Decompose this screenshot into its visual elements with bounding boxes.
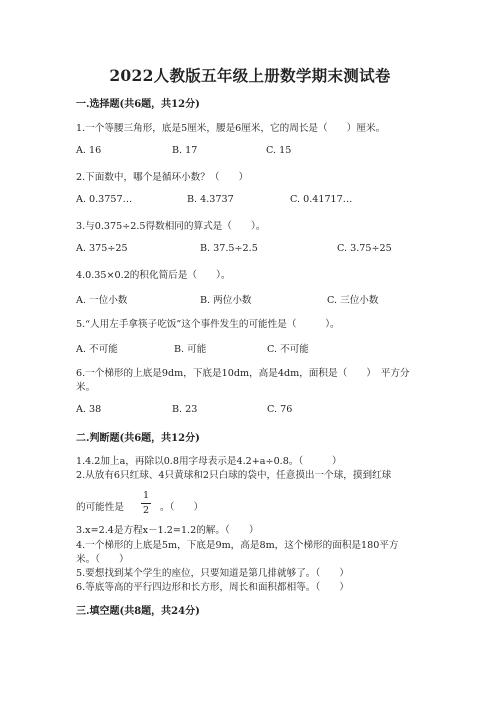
judge-question-4-line-1: 4.一个梯形的上底是5m，下底是9m，高是8m，这个梯形的面积是180平方 [76,540,399,551]
q6-option-a: A. 38 [76,404,102,415]
q4-option-c: C. 三位小数 [327,295,379,306]
q1-option-b: B. 17 [172,145,198,156]
choice-question-3: 3.与0.375÷2.5得数相同的算式是（ ）。 [76,221,266,232]
section-judge-heading: 二.判断题(共6题，共12分) [76,433,200,444]
q6-option-c: C. 76 [267,404,293,415]
q5-option-c: C. 不可能 [267,344,309,355]
judge-question-1: 1.4.2加上a，再除以0.8用字母表示是4.2+a÷0.8。（ ） [76,456,342,467]
q5-option-a: A. 不可能 [76,344,118,355]
section-fill-heading: 三.填空题(共8题，共24分) [76,606,200,617]
judge-question-4-line-2: 米。（ ） [76,554,129,565]
section-choice-heading: 一.选择题(共6题，共12分) [76,99,200,110]
q3-option-c: C. 3.75÷25 [337,243,392,254]
choice-question-6-line-2: 米。 [76,382,96,393]
choice-question-5: 5.“人用左手拿筷子吃饭”这个事件发生的可能性是（ ）。 [76,319,340,330]
q4-option-b: B. 两位小数 [200,295,252,306]
page-title: 2022人教版五年级上册数学期末测试卷 [109,66,391,85]
q1-option-a: A. 16 [76,145,102,156]
choice-question-2: 2.下面数中，哪个是循环小数？（ ） [76,172,249,183]
judge-question-6: 6.等底等高的平行四边形和长方形，周长和面积都相等。（ ） [76,582,349,593]
fraction-denominator: 2 [142,505,150,516]
judge-question-3: 3.x=2.4是方程x－1.2=1.2的解。（ ） [76,525,259,536]
q2-option-a: A. 0.3757… [76,194,133,205]
choice-question-4: 4.0.35×0.2的积化简后是（ ）。 [76,270,231,281]
fraction-one-half [141,490,151,517]
judge-question-2-line-1: 2.从放有6只红球、4只黄球和2只白球的袋中，任意摸出一个球，摸到红球 [76,470,392,481]
judge-question-2-line-2: 的可能性是 [76,502,124,513]
q4-option-a: A. 一位小数 [76,295,128,306]
fraction-bar [141,503,151,504]
judge-question-2-tail: 。（ ） [160,502,204,513]
q2-option-b: B. 4.3737 [187,194,234,205]
q6-option-b: B. 23 [172,404,198,415]
q2-option-c: C. 0.41717… [290,194,353,205]
q5-option-b: B. 可能 [174,344,207,355]
choice-question-1: 1.一个等腰三角形，底是5厘米，腰是6厘米，它的周长是（ ）厘米。 [76,123,386,134]
q3-option-a: A. 375÷25 [76,243,128,254]
judge-question-5: 5.要想找到某个学生的座位，只要知道是第几排就够了。（ ） [76,568,349,579]
fraction-numerator: 1 [142,490,150,501]
q1-option-c: C. 15 [266,145,292,156]
q3-option-b: B. 37.5÷2.5 [200,243,258,254]
choice-question-6-line-1: 6.一个梯形的上底是9dm，下底是10dm，高是4dm，面积是（ ） 平方分 [76,368,410,379]
